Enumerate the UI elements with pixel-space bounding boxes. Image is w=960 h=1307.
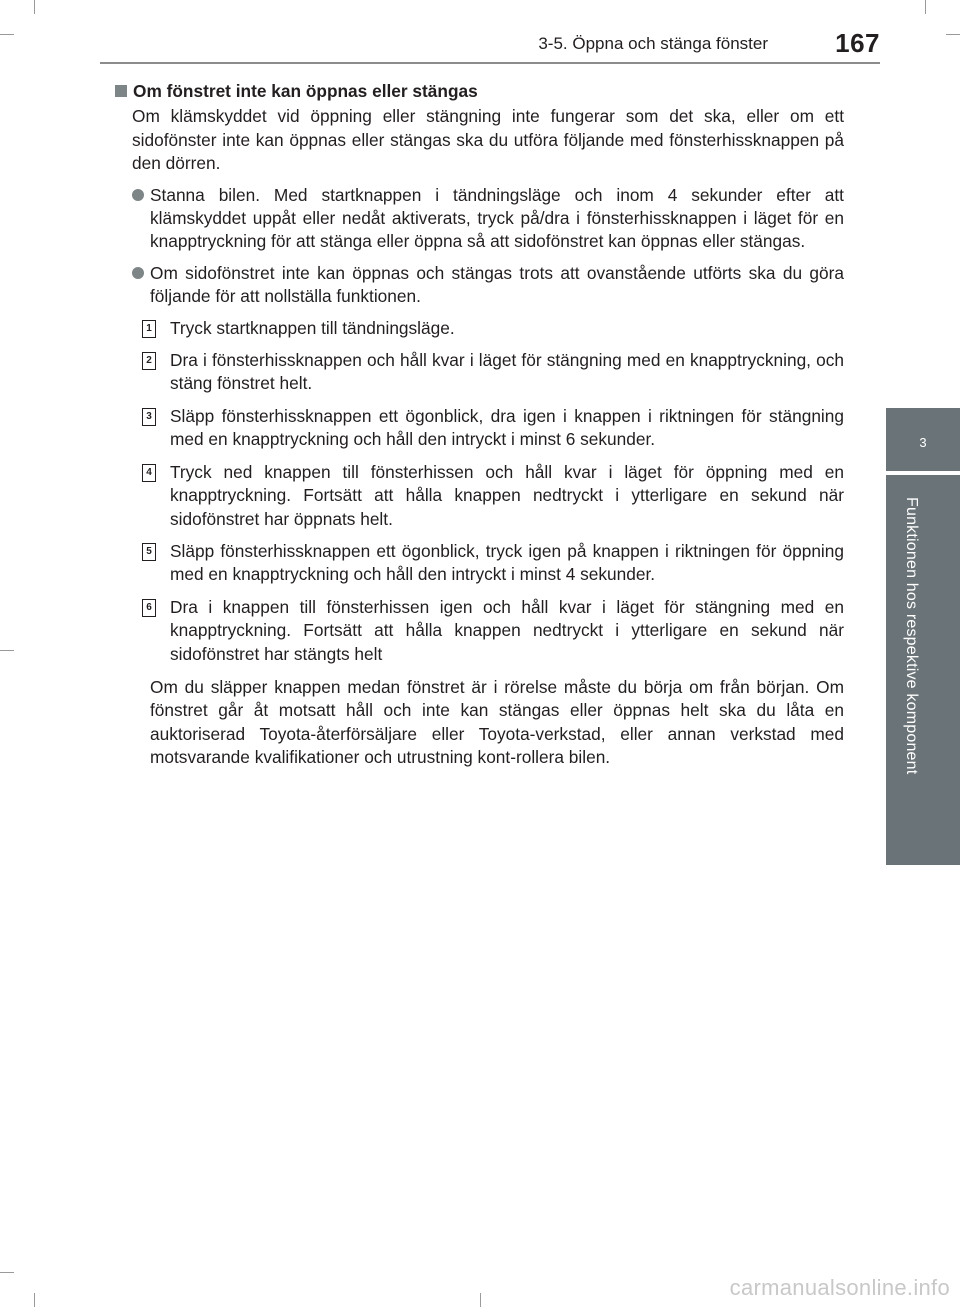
circle-bullet-icon	[132, 267, 144, 279]
crop-mark	[0, 650, 14, 651]
chapter-number: 3	[919, 435, 927, 450]
chapter-title: Funktionen hos respektive komponent	[903, 497, 920, 775]
step-number: 2	[142, 352, 156, 370]
step-text: Dra i fönsterhissknappen och håll kvar i läget för stängning med en knapptryckning, och stäng fönstret helt.	[170, 350, 844, 394]
page-header	[100, 28, 880, 60]
closing-paragraph: Om du släpper knappen medan fönstret är i rörelse måste du börja om från början. Om fönstret går åt motsatt håll och inte kan stängas eller öppnas helt ska du låta en auktoriserad Toyota-återförsäljare eller Toyota-verkstad, eller annan verkstad med motsvarande kvalifikationer och utrustning kont-rollera bilen.	[150, 676, 844, 768]
step-number: 3	[142, 408, 156, 426]
step-text: Tryck ned knappen till fönsterhissen och håll kvar i läget för öppning med en knapptryckning. Fortsätt att hålla knappen nedtryckt i ytterligare en sekund när sidofönstret har öppnats helt.	[170, 461, 844, 529]
crop-mark	[0, 34, 14, 35]
crop-mark	[925, 0, 926, 14]
step-text: Släpp fönsterhissknappen ett ögonblick, dra igen i knappen i riktningen för stängning med en knapptryckning och håll den intryckt i minst 6 sekunder.	[170, 405, 844, 450]
bullet-item	[132, 184, 844, 254]
bullet-text: Om sidofönstret inte kan öppnas och stängas trots att ovanstående utförts ska du göra följande för att nollställa funktionen.	[150, 262, 844, 307]
crop-mark	[34, 1293, 35, 1307]
watermark-link[interactable]: carmanualsonline.info	[729, 1275, 950, 1300]
square-bullet-icon	[115, 85, 127, 97]
step-item	[142, 596, 844, 666]
step-number: 5	[142, 543, 156, 561]
step-item	[142, 349, 844, 396]
step-item	[142, 461, 844, 531]
header-rule	[100, 62, 880, 64]
intro-paragraph: Om klämskyddet vid öppning eller stängning inte fungerar som det ska, eller om ett sidofönster inte kan öppnas eller stängas ska du utföra följande med fönsterhissknappen på den dörren.	[132, 106, 844, 174]
section-title: 3-5. Öppna och stänga fönster	[538, 34, 768, 53]
section-heading	[112, 80, 844, 103]
step-item	[142, 317, 844, 340]
step-number: 4	[142, 464, 156, 482]
crop-mark	[0, 1272, 14, 1273]
main-content	[112, 80, 844, 770]
chapter-tab	[886, 408, 960, 471]
page-number: 167	[835, 28, 880, 58]
bullet-item	[132, 262, 844, 309]
step-number: 1	[142, 320, 156, 338]
step-text: Tryck startknappen till tändningsläge.	[170, 317, 455, 338]
circle-bullet-icon	[132, 189, 144, 201]
crop-mark	[946, 34, 960, 35]
step-text: Släpp fönsterhissknappen ett ögonblick, tryck igen på knappen i riktningen för öppning med en knapptryckning och håll den intryckt i minst 4 sekunder.	[170, 540, 844, 585]
step-item	[142, 540, 844, 587]
crop-mark	[34, 0, 35, 14]
crop-mark	[480, 1293, 481, 1307]
step-text: Dra i knappen till fönsterhissen igen och håll kvar i läget för stängning med en knapptryckning. Fortsätt att hålla knappen nedtryckt i ytterligare en sekund när sidofönstret har stängts helt	[170, 596, 844, 664]
bullet-text: Stanna bilen. Med startknappen i tändningsläge och inom 4 sekunder efter att klämskyddet uppåt eller nedåt aktiverats, tryck på/dra i fönsterhissknappen i läget för en knapptryckning för att stänga eller öppna så att sidofönstret kan öppnas eller stängas.	[150, 184, 844, 252]
heading-text: Om fönstret inte kan öppnas eller stängas	[133, 81, 478, 101]
step-number: 6	[142, 599, 156, 617]
chapter-sidebar	[886, 475, 960, 865]
step-item	[142, 405, 844, 452]
step-list	[142, 317, 844, 666]
